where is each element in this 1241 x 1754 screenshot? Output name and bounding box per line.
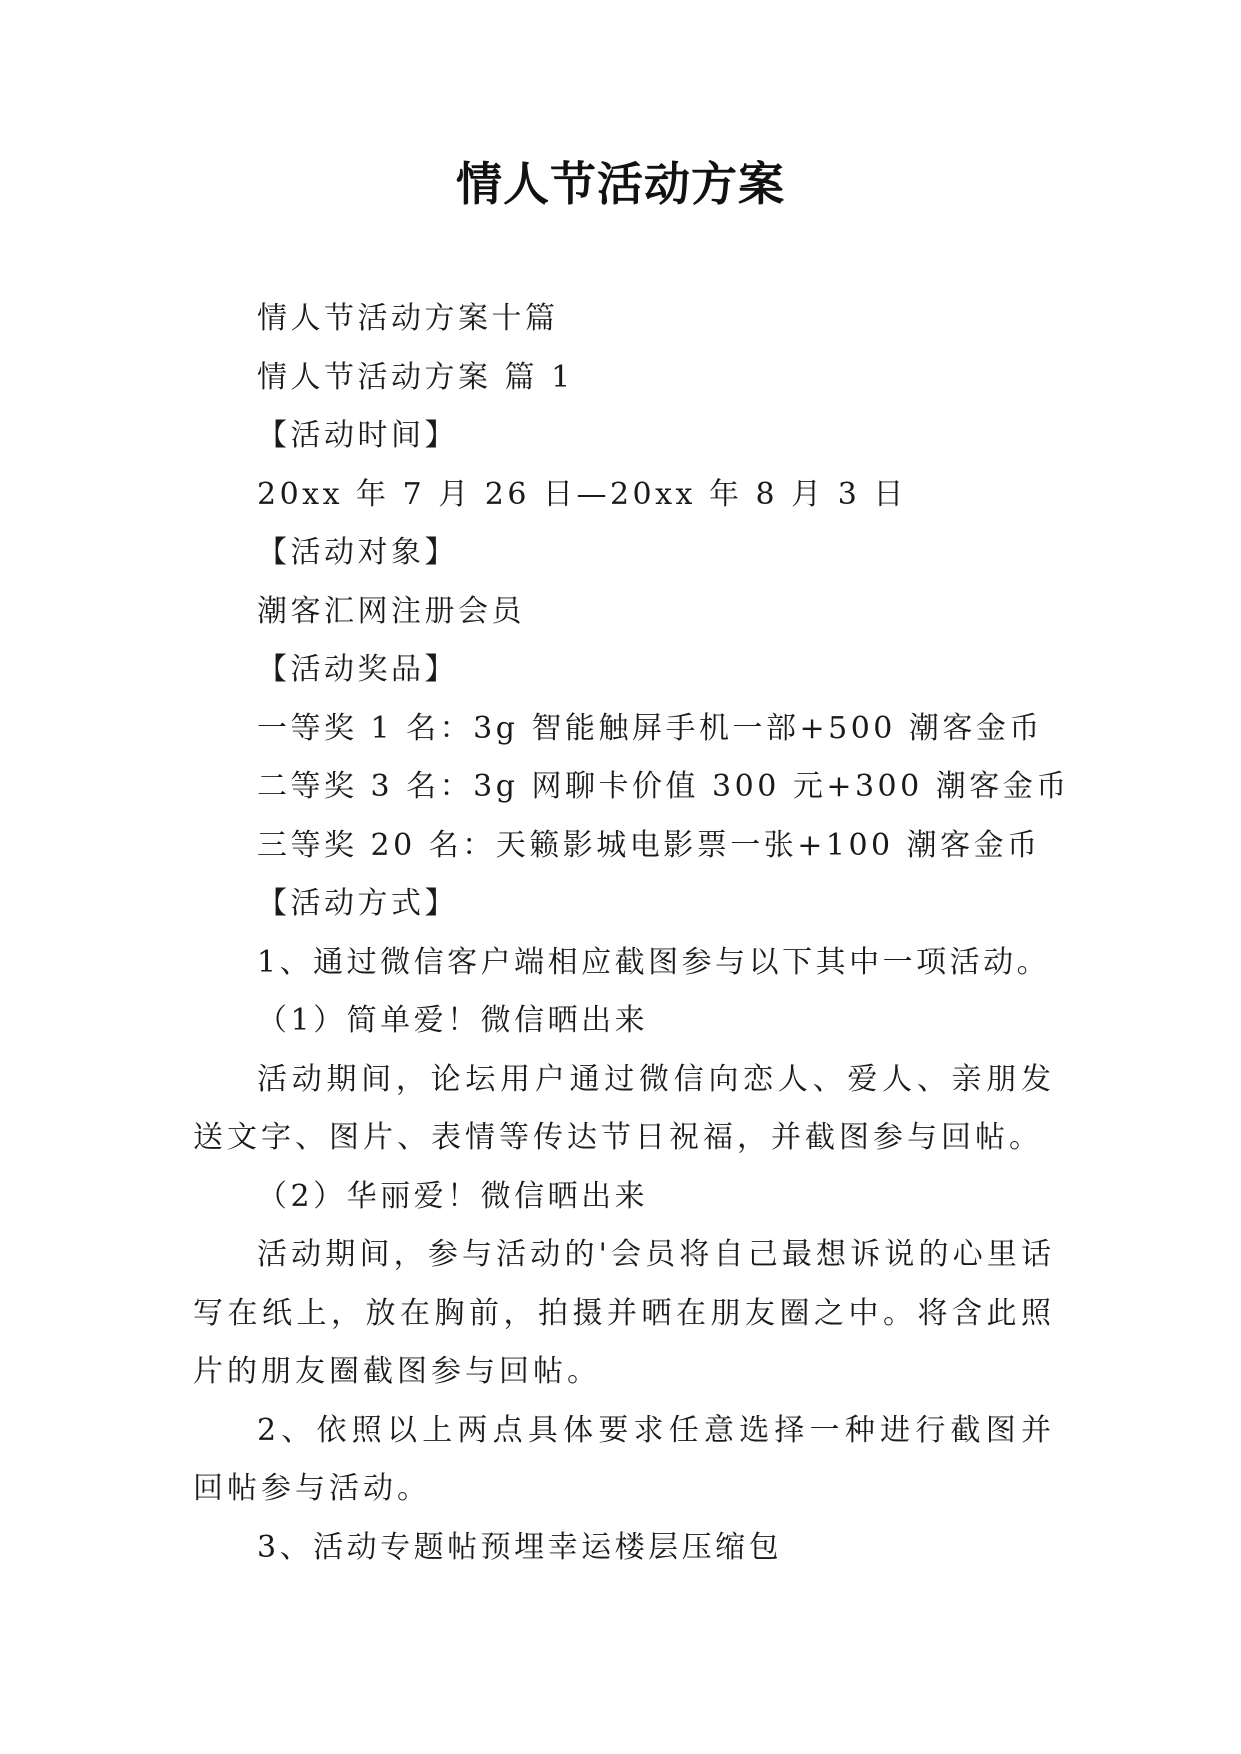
method-step-3: 3、活动专题帖预埋幸运楼层压缩包 <box>257 1529 783 1565</box>
activity-target-value: 潮客汇网注册会员 <box>257 593 525 629</box>
activity-time-label: 【活动时间】 <box>257 418 458 453</box>
second-prize: 二等奖 3 名：3g 网聊卡价值 300 元+300 潮客金币 <box>257 769 1070 804</box>
activity-method-label: 【活动方式】 <box>257 886 458 921</box>
sub-activity-2-heading: （2）华丽爱！微信晒出来 <box>257 1178 649 1214</box>
sub-activity-1-description: 活动期间，论坛用户通过微信向恋人、爱人、亲朋发送文字、图片、表情等传达节日祝福，并截图参与回帖。 <box>193 1061 1055 1155</box>
sub-activity-1-heading: （1）简单爱！微信晒出来 <box>257 1003 649 1038</box>
section-heading: 情人节活动方案 篇 1 <box>257 359 574 395</box>
method-step-2: 2、依照以上两点具体要求任意选择一种进行截图并回帖参与活动。 <box>193 1412 1055 1506</box>
third-prize: 三等奖 20 名：天籁影城电影票一张+100 潮客金币 <box>257 827 1041 863</box>
document-body <box>193 290 1070 1577</box>
activity-target-label: 【活动对象】 <box>257 535 458 570</box>
document-title: 情人节活动方案 <box>456 157 785 211</box>
method-step-1: 1、通过微信客户端相应截图参与以下其中一项活动。 <box>257 944 1051 980</box>
sub-activity-2-description: 活动期间，参与活动的'会员将自己最想诉说的心里话写在纸上，放在胸前，拍摄并晒在朋友圈之中。将含此照片的朋友圈截图参与回帖。 <box>193 1237 1055 1389</box>
collection-heading: 情人节活动方案十篇 <box>257 301 559 336</box>
activity-time-value: 20xx 年 7 月 26 日—20xx 年 8 月 3 日 <box>257 476 907 512</box>
first-prize: 一等奖 1 名：3g 智能触屏手机一部+500 潮客金币 <box>257 710 1043 746</box>
activity-prizes-label: 【活动奖品】 <box>257 652 458 687</box>
